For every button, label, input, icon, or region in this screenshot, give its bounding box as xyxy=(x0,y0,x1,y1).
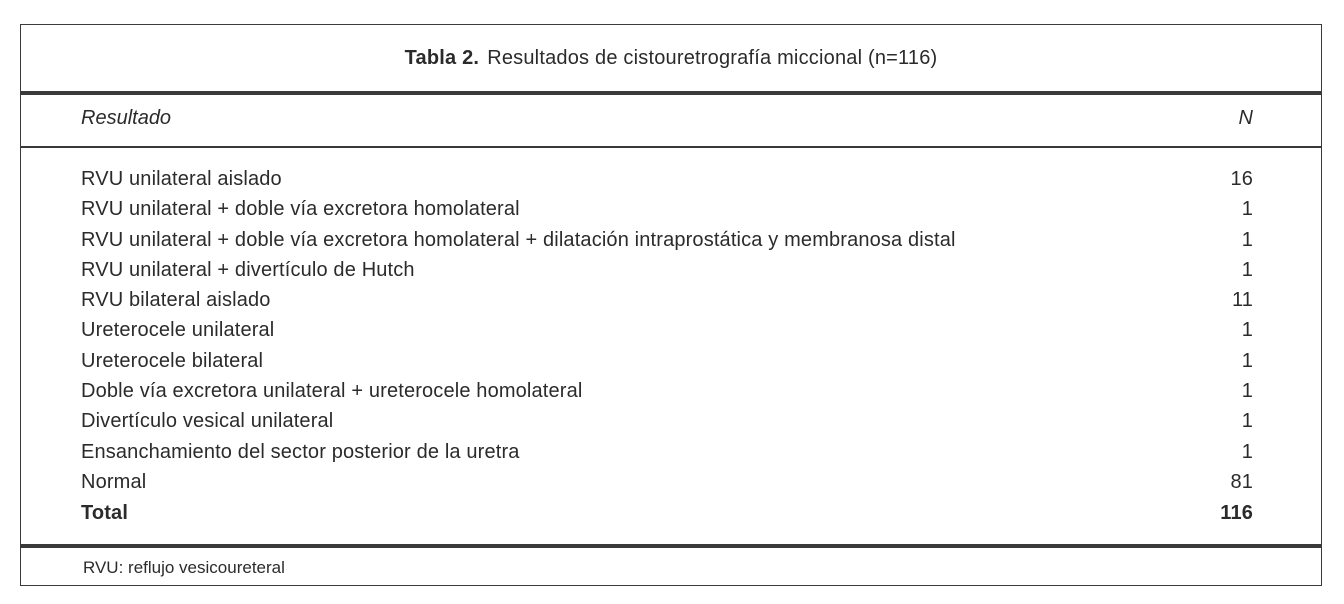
column-header-result: Resultado xyxy=(81,107,172,129)
table-row xyxy=(81,259,1253,289)
table-row xyxy=(81,198,1253,228)
table-caption xyxy=(21,25,1321,91)
results-table xyxy=(20,24,1322,586)
row-label: Ensanchamiento del sector posterior de la uretra xyxy=(81,440,520,463)
row-label: RVU unilateral aislado xyxy=(81,168,282,190)
table-row xyxy=(81,380,1253,410)
row-count: 16 xyxy=(1230,168,1253,190)
header-divider xyxy=(21,146,1321,148)
footer-divider xyxy=(21,544,1321,548)
total-label: Total xyxy=(81,502,129,525)
total-count: 116 xyxy=(1220,502,1253,525)
row-label: Normal xyxy=(81,470,147,493)
row-label: RVU bilateral aislado xyxy=(81,289,271,312)
total-row xyxy=(81,502,1253,532)
table-caption-text: Resultados de cistouretrografía miccional (n=116) xyxy=(487,46,938,69)
row-count: 81 xyxy=(1230,470,1253,493)
row-count: 1 xyxy=(1241,258,1253,281)
table-row xyxy=(81,471,1253,501)
table-row xyxy=(81,441,1253,471)
row-label: Doble vía excretora unilateral + ureterocele homolateral xyxy=(81,380,583,403)
table-row xyxy=(81,350,1253,380)
row-count: 1 xyxy=(1241,319,1253,342)
row-count: 11 xyxy=(1231,289,1253,312)
row-label: RVU unilateral + divertículo de Hutch xyxy=(81,258,415,281)
caption-divider xyxy=(21,91,1321,95)
row-count: 1 xyxy=(1241,349,1253,372)
row-label: RVU unilateral + doble vía excretora homolateral xyxy=(81,198,520,221)
row-label: Ureterocele unilateral xyxy=(81,319,275,342)
row-count: 1 xyxy=(1241,410,1253,433)
row-count: 1 xyxy=(1241,380,1253,403)
table-row xyxy=(81,319,1253,349)
table-row xyxy=(81,229,1253,259)
table-body xyxy=(81,168,1253,533)
table-caption-label: Tabla 2. xyxy=(404,46,480,69)
table-row xyxy=(81,289,1253,319)
row-label: Ureterocele bilateral xyxy=(81,349,264,372)
row-count: 1 xyxy=(1241,228,1253,251)
row-label: RVU unilateral + doble vía excretora homolateral + dilatación intraprostática y membranosa distal xyxy=(81,228,956,251)
row-count: 1 xyxy=(1241,198,1253,221)
column-header-n: N xyxy=(1238,107,1253,129)
row-count: 1 xyxy=(1241,440,1253,463)
table-row xyxy=(81,410,1253,440)
table-row xyxy=(81,168,1253,198)
table-footnote: RVU: reflujo vesicoureteral xyxy=(83,558,285,577)
row-label: Divertículo vesical unilateral xyxy=(81,410,334,433)
